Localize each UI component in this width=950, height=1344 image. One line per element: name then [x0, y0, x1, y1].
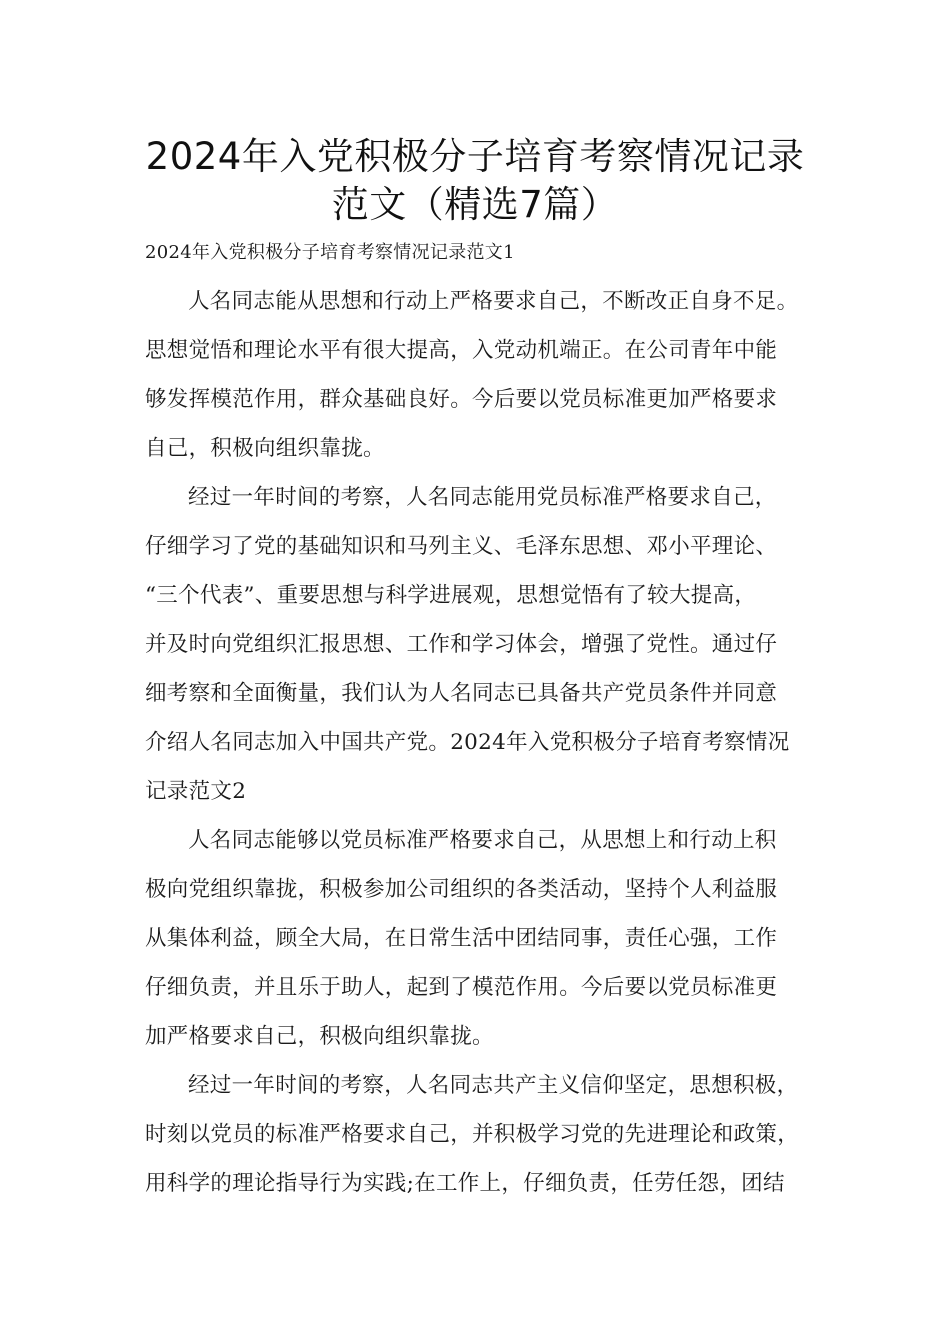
body-line: 加严格要求自己，积极向组织靠拢。: [145, 1024, 494, 1049]
body-line: 并及时向党组织汇报思想、工作和学习体会，增强了党性。通过仔: [145, 632, 778, 657]
document-title-line-1: 2024年入党积极分子培育考察情况记录: [145, 135, 805, 178]
body-line: 够发挥模范作用，群众基础良好。今后要以党员标准更加严格要求: [145, 387, 778, 412]
body-line: 记录范文2: [145, 779, 247, 804]
document-title-line-2: 范文（精选7篇）: [331, 183, 619, 226]
body-line: 时刻以党员的标准严格要求自己，并积极学习党的先进理论和政策，: [145, 1122, 800, 1147]
body-line: 2024年入党积极分子培育考察情况记录范文1: [145, 242, 515, 263]
body-line: 从集体利益，顾全大局，在日常生活中团结同事，责任心强，工作: [145, 926, 778, 951]
body-line: 介绍人名同志加入中国共产党。2024年入党积极分子培育考察情况: [145, 730, 790, 755]
body-line: 极向党组织靠拢，积极参加公司组织的各类活动，坚持个人利益服: [145, 877, 778, 902]
body-line: 思想觉悟和理论水平有很大提高，入党动机端正。在公司青年中能: [145, 338, 778, 363]
body-line: 细考察和全面衡量，我们认为人名同志已具备共产党员条件并同意: [145, 681, 778, 706]
body-line: 经过一年时间的考察，人名同志能用党员标准严格要求自己，: [188, 485, 777, 510]
body-line: 人名同志能从思想和行动上严格要求自己，不断改正自身不足。: [188, 289, 799, 314]
body-line: 仔细负责，并且乐于助人，起到了模范作用。今后要以党员标准更: [145, 975, 778, 1000]
body-line: 仔细学习了党的基础知识和马列主义、毛泽东思想、邓小平理论、: [145, 534, 778, 559]
body-line: 经过一年时间的考察，人名同志共产主义信仰坚定，思想积极，: [188, 1073, 799, 1098]
body-line: 自己，积极向组织靠拢。: [145, 436, 385, 461]
body-line: 用科学的理论指导行为实践;在工作上，仔细负责，任劳任怨，团结: [145, 1171, 785, 1196]
body-line: “三个代表”、重要思想与科学进展观，思想觉悟有了较大提高，: [145, 583, 757, 608]
body-line: 人名同志能够以党员标准严格要求自己，从思想上和行动上积: [188, 828, 777, 853]
